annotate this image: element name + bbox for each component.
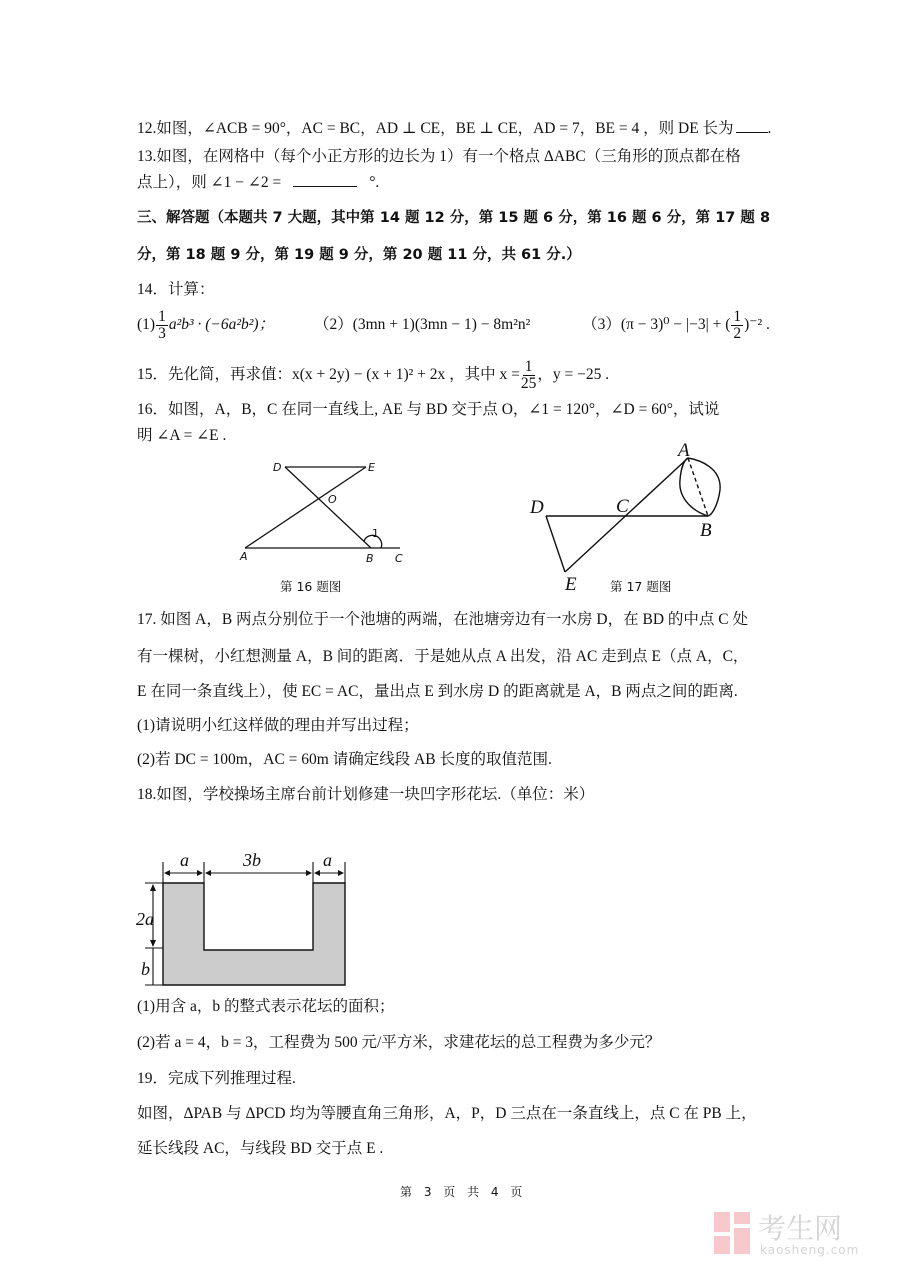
label-C: C: [616, 496, 629, 517]
q12-end: .: [767, 120, 772, 137]
question-17-sub1: (1)请说明小红这样做的理由并写出过程；: [137, 717, 419, 734]
label-D: D: [273, 461, 282, 474]
flower-bed-shape: [163, 883, 345, 985]
label-C: C: [395, 552, 403, 565]
question-17-line2: 有一棵树，小红想测量 A，B 间的距离．于是她从点 A 出发，沿 AC 走到点 E（点 A，C，: [137, 648, 749, 665]
label-a-right: a: [323, 850, 332, 870]
q15-text: 15．先化简，再求值：x(x + 2y) − (x + 1)² + 2x ，其中 x =: [137, 366, 520, 383]
question-19-title: 19．完成下列推理过程.: [137, 1070, 296, 1087]
label-A: A: [678, 440, 690, 461]
figure-16-caption: 第 16 题图: [280, 579, 342, 594]
svg-text:考生网: 考生网: [758, 1212, 843, 1245]
numerator: 1: [158, 307, 166, 325]
part-1-label: (1): [137, 316, 156, 333]
question-16-line1: 16．如图，A，B，C 在同一直线上, AE 与 BD 交于点 O，∠1 = 120°，∠D = 60°，试说: [137, 401, 720, 418]
figure-17: [546, 458, 720, 572]
question-19-line1: 如图，ΔPAB 与 ΔPCD 均为等腰直角三角形，A，P，D 三点在一条直线上，点 C 在 PB 上，: [137, 1105, 757, 1122]
label-E: E: [565, 574, 577, 595]
label-a-left: a: [180, 850, 189, 870]
part-1-expr: a²b³ · (−6a²b²)；: [168, 316, 275, 333]
question-13-line1: 13.如图，在网格中（每个小正方形的边长为 1）有一个格点 ΔABC（三角形的顶点都在格: [137, 148, 741, 165]
line-DB: [285, 467, 371, 548]
question-19-line2: 延长线段 AC，与线段 BD 交于点 E .: [137, 1140, 384, 1157]
question-16-line2: 明 ∠A = ∠E .: [137, 427, 227, 444]
q13-text: 点上），则 ∠1 − ∠2 =: [137, 174, 282, 191]
part-3-expr: （3）(π − 3)⁰ − |−3| + (: [582, 316, 731, 333]
numerator: 1: [733, 307, 742, 325]
line-AE: [245, 467, 366, 548]
label-O: O: [328, 493, 337, 506]
label-D: D: [530, 497, 544, 518]
svg-text:kaosheng.com: kaosheng.com: [760, 1243, 860, 1257]
q12-text: 12.如图，∠ACB = 90°，AC = BC，AD ⊥ CE，BE ⊥ CE，AD = 7，BE = 4 ，则 DE 长为: [137, 120, 734, 137]
question-14-title: 14．计算：: [137, 281, 215, 298]
q15-end: ，y = −25 .: [537, 366, 610, 383]
figure-18: [145, 862, 345, 985]
question-18-sub1: (1)用含 a，b 的整式表示花坛的面积；: [137, 998, 395, 1015]
figure-16-labels: [239, 461, 403, 565]
section-3-heading-line1: 三、解答题（本题共 7 大题，其中第 14 题 12 分，第 15 题 6 分，第 16 题 6 分，第 17 题 8: [137, 210, 771, 226]
numerator: 1: [524, 357, 533, 375]
label-2a: 2a: [136, 909, 154, 929]
label-A: A: [240, 550, 248, 563]
denominator: 2: [733, 324, 742, 342]
question-17-sub2: (2)若 DC = 100m，AC = 60m 请确定线段 AB 长度的取值范围.: [137, 751, 552, 768]
figure-17-caption: 第 17 题图: [610, 579, 672, 594]
section-3-heading-line2: 分，第 18 题 9 分，第 19 题 9 分，第 20 题 11 分，共 61 分.）: [137, 247, 581, 263]
label-angle-1: 1: [372, 527, 379, 540]
pond-outline: [680, 458, 720, 516]
denominator: 25: [520, 374, 537, 392]
part-2-expr: （2）(3mn + 1)(3mn − 1) − 8m²n²: [313, 316, 531, 333]
figure-17-labels: [529, 440, 712, 595]
label-E: E: [368, 461, 375, 474]
label-B: B: [366, 552, 374, 565]
q13-end: °.: [369, 174, 380, 191]
question-17-line1: 17. 如图 A，B 两点分别位于一个池塘的两端，在池塘旁边有一水房 D，在 BD 的中点 C 处: [137, 611, 748, 628]
question-18-sub2: (2)若 a = 4，b = 3，工程费为 500 元/平方米，求建花坛的总工程费为多少元？: [137, 1034, 661, 1051]
page-footer: 第 3 页 共 4 页: [400, 1185, 527, 1199]
line-DE: [546, 516, 565, 572]
label-B: B: [700, 520, 712, 541]
label-3b: 3b: [243, 850, 261, 870]
question-17-line3: E 在同一条直线上），使 EC = AC，量出点 E 到水房 D 的距离就是 A，B 两点之间的距离.: [137, 683, 738, 700]
question-18-title: 18.如图，学校操场主席台前计划修建一块凹字形花坛.（单位：米）: [137, 786, 595, 803]
denominator: 3: [158, 324, 166, 342]
label-b: b: [141, 959, 150, 979]
part-3-end: )⁻² .: [744, 316, 770, 333]
kaosheng-logo-icon: [714, 1208, 884, 1258]
watermark-logo: [714, 1208, 884, 1263]
